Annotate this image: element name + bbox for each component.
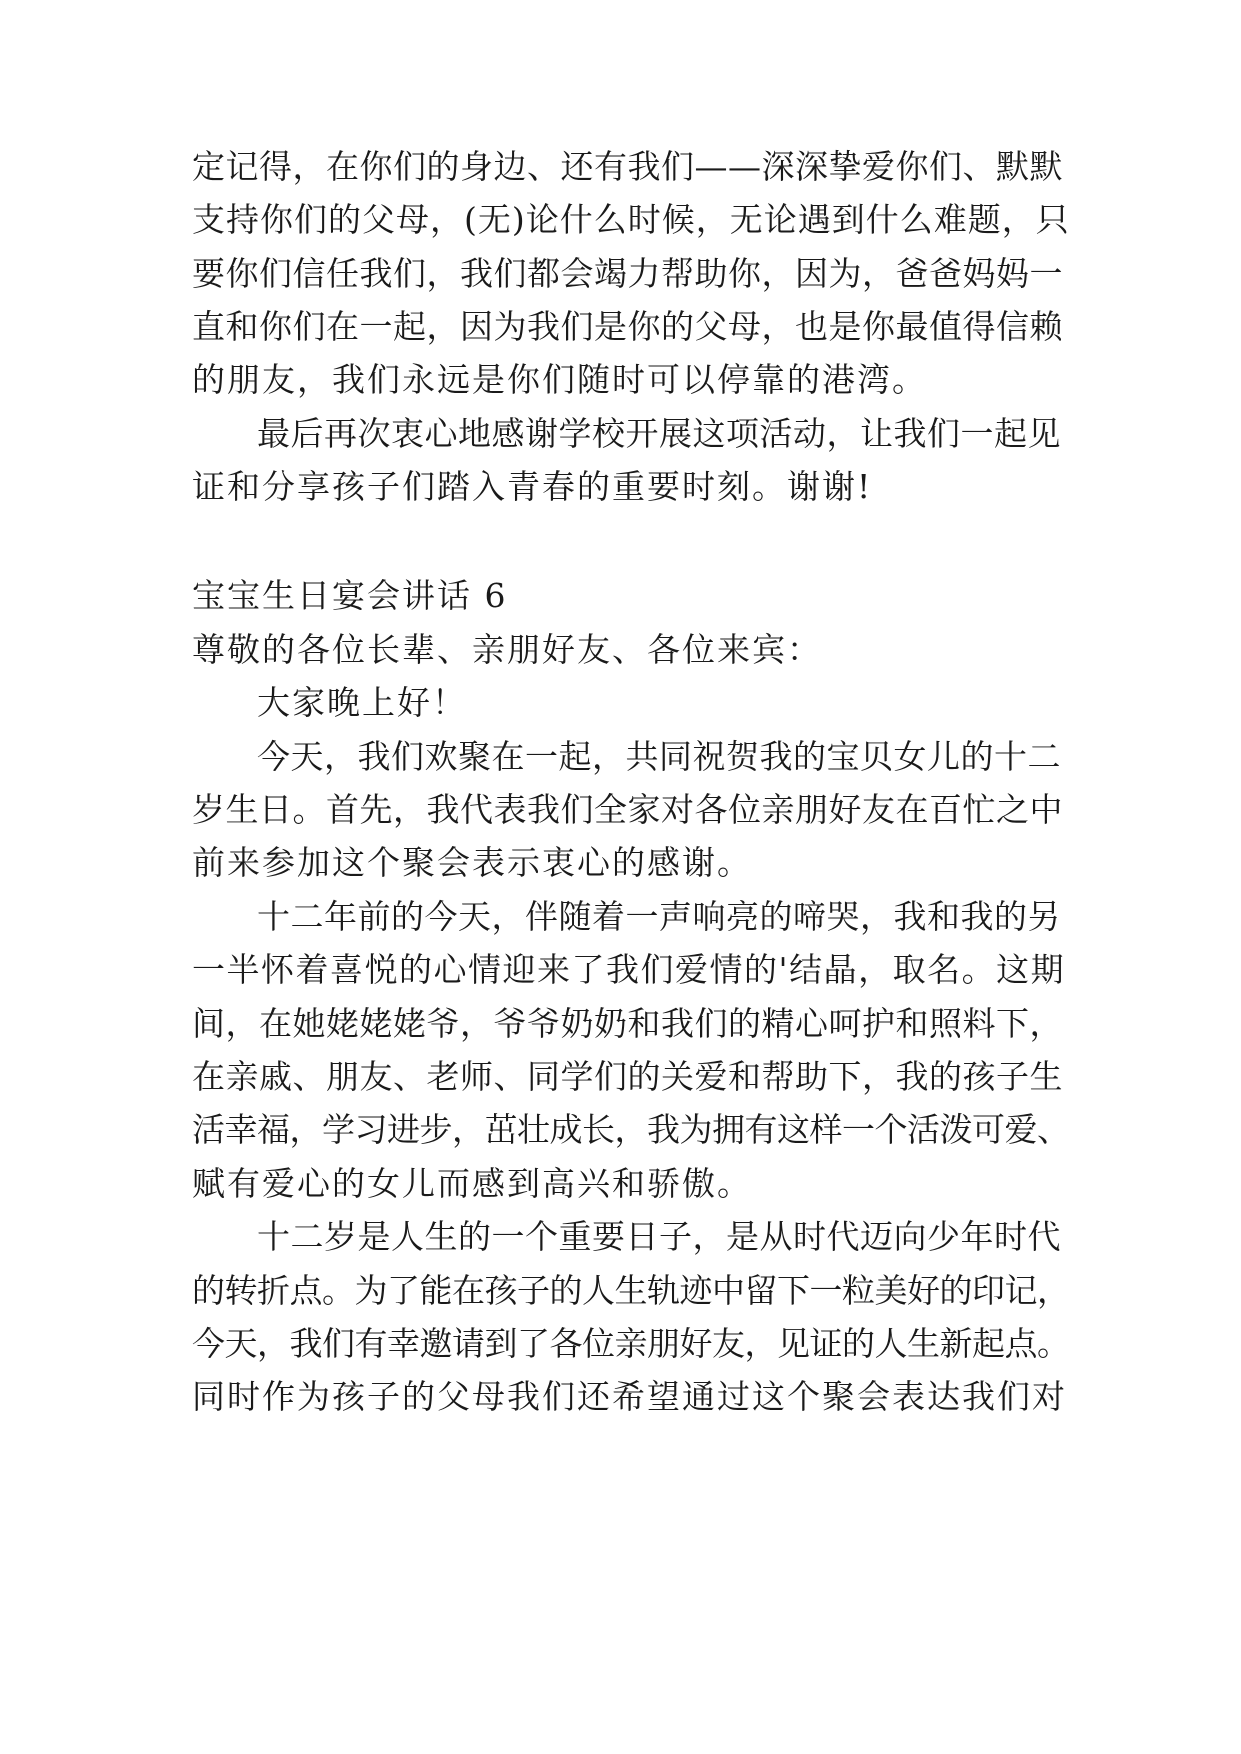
text-line: 间，在她姥姥姥爷，爷爷奶奶和我们的精心呵护和照料下， xyxy=(192,1004,1063,1043)
text-line: 支持你们的父母，(无)论什么时候，无论遇到什么难题，只 xyxy=(192,200,1070,239)
text-line: 最后再次衷心地感谢学校开展这项活动，让我们一起见 xyxy=(257,414,1061,453)
text-line: 的转折点。为了能在孩子的人生轨迹中留下一粒美好的印记， xyxy=(192,1271,1070,1310)
text-line: 岁生日。首先，我代表我们全家对各位亲朋好友在百忙之中 xyxy=(192,790,1063,829)
section-heading: 宝宝生日宴会讲话 6 xyxy=(192,576,508,615)
text-line: 定记得，在你们的身边、还有我们——深深挚爱你们、默默 xyxy=(192,147,1063,186)
text-line: 赋有爱心的女儿而感到高兴和骄傲。 xyxy=(192,1164,752,1203)
text-line: 同时作为孩子的父母我们还希望通过这个聚会表达我们对 xyxy=(192,1377,1067,1416)
text-line: 十二岁是人生的一个重要日子，是从时代迈向少年时代 xyxy=(257,1217,1061,1256)
text-line: 在亲戚、朋友、老师、同学们的关爱和帮助下，我的孩子生 xyxy=(192,1057,1063,1096)
text-line: 证和分享孩子们踏入青春的重要时刻。谢谢! xyxy=(192,467,873,506)
salutation: 尊敬的各位长辈、亲朋好友、各位来宾： xyxy=(192,630,822,669)
text-line: 十二年前的今天，伴随着一声响亮的啼哭，我和我的另 xyxy=(257,897,1061,936)
text-line: 今天，我们有幸邀请到了各位亲朋好友，见证的人生新起点。 xyxy=(192,1324,1070,1363)
text-line: 一半怀着喜悦的心情迎来了我们爱情的'结晶，取名。这期 xyxy=(192,950,1066,989)
greeting: 大家晚上好！ xyxy=(257,683,467,722)
text-line: 的朋友，我们永远是你们随时可以停靠的港湾。 xyxy=(192,360,927,399)
text-line: 活幸福，学习进步，茁壮成长，我为拥有这样一个活泼可爱、 xyxy=(192,1110,1070,1149)
text-line: 前来参加这个聚会表示衷心的感谢。 xyxy=(192,843,752,882)
text-line: 直和你们在一起，因为我们是你的父母，也是你最值得信赖 xyxy=(192,307,1063,346)
text-line: 今天，我们欢聚在一起，共同祝贺我的宝贝女儿的十二 xyxy=(257,737,1061,776)
text-line: 要你们信任我们，我们都会竭力帮助你，因为，爸爸妈妈一 xyxy=(192,254,1063,293)
